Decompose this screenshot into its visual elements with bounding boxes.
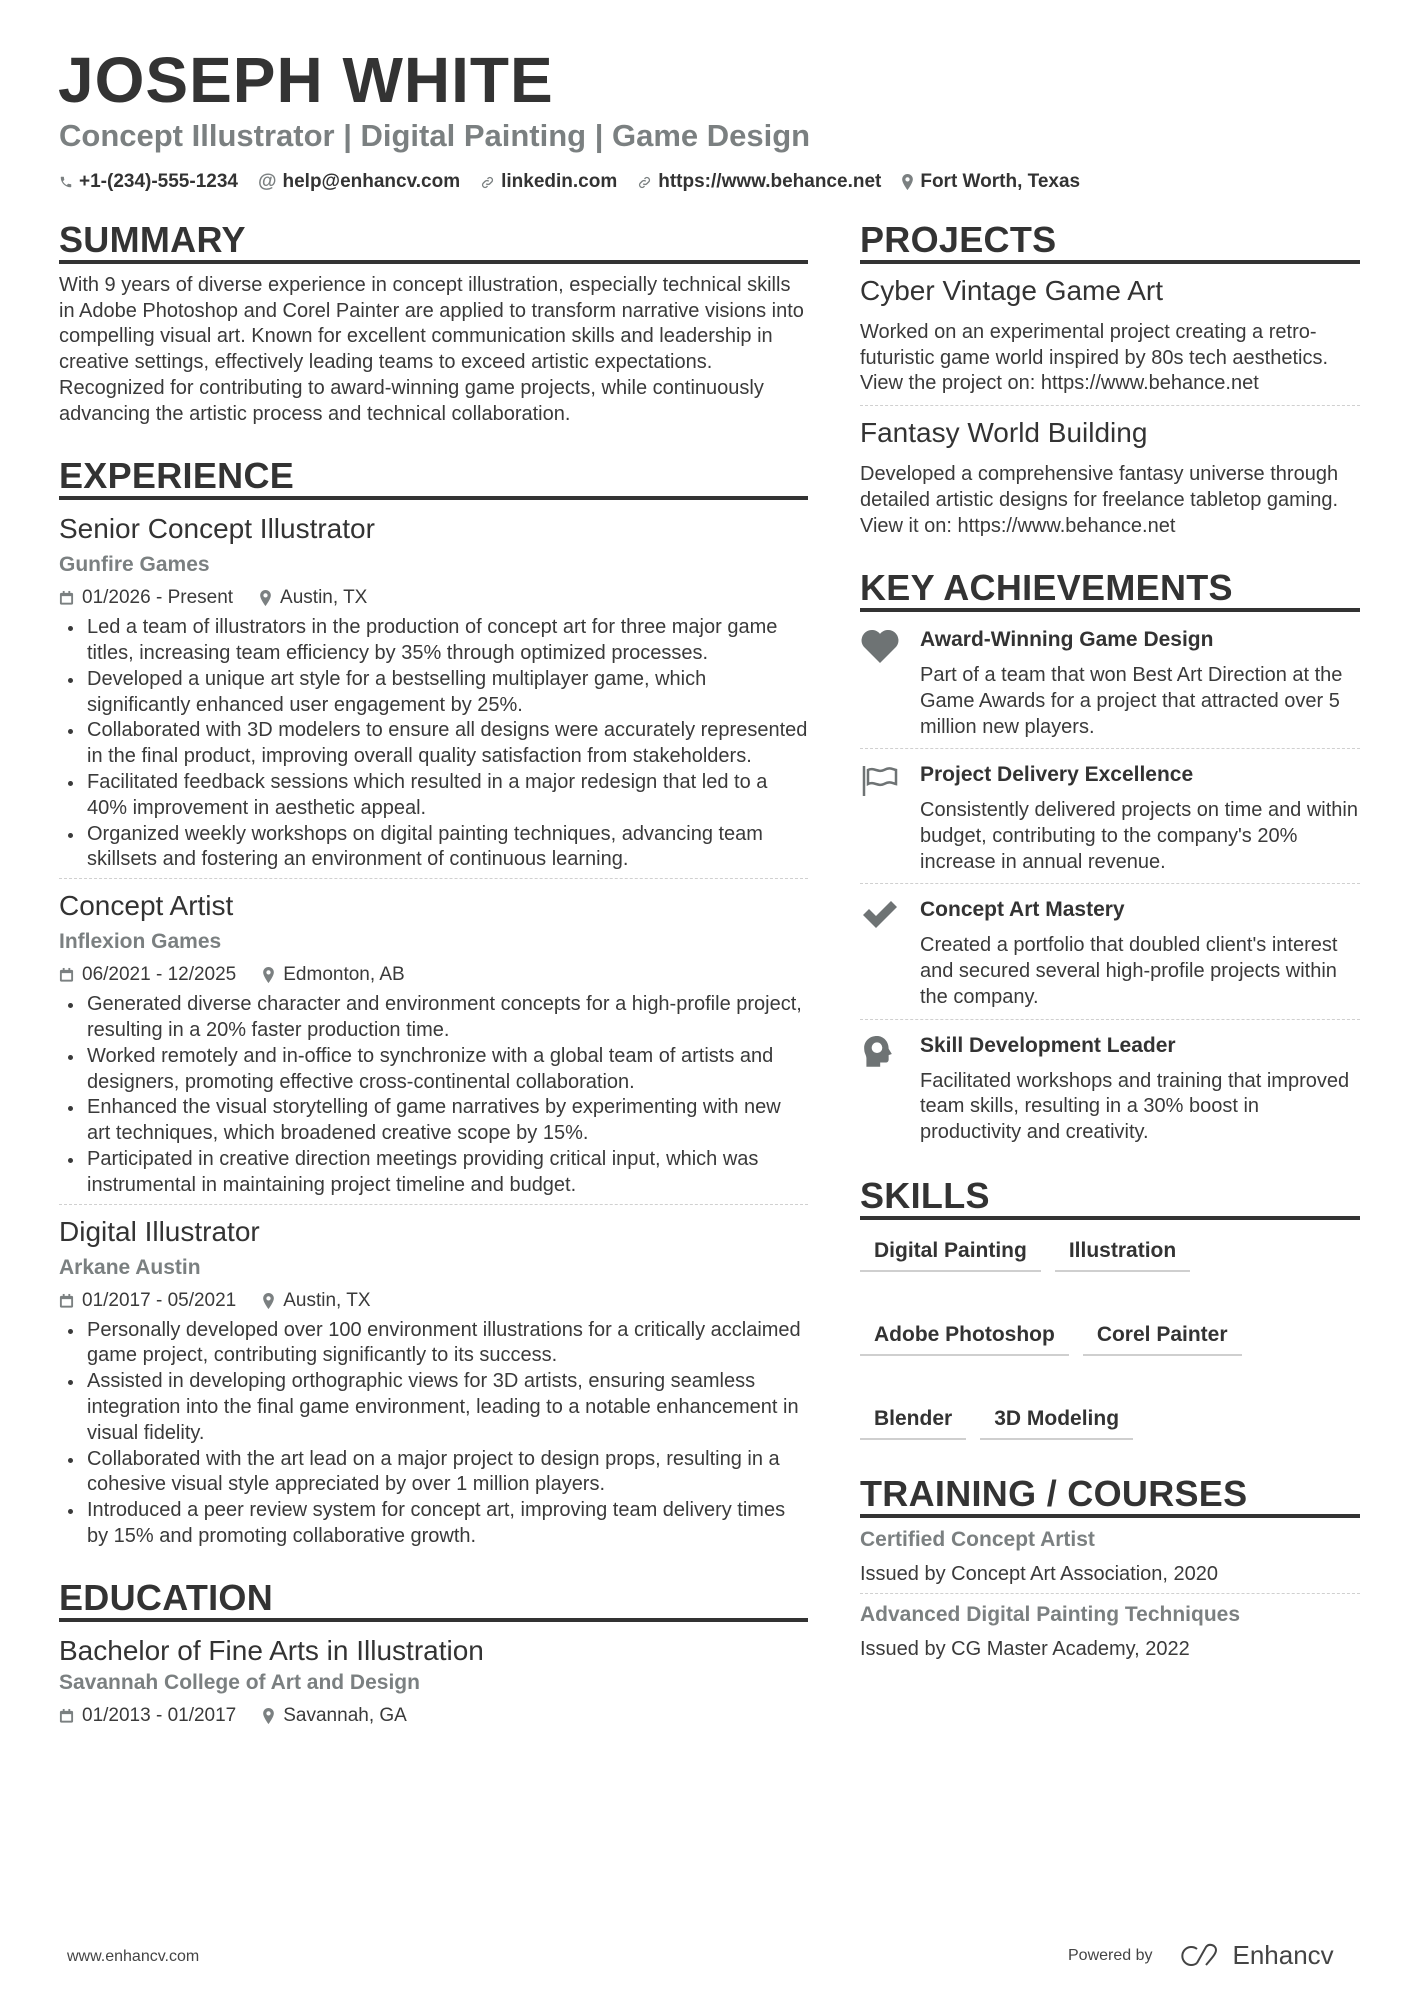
job-dates: 01/2026 - Present bbox=[82, 587, 234, 609]
job-bullet: Worked remotely and in-office to synchronize with a global team of artists and designers, promoting effective cross-continental collaboration. bbox=[59, 1044, 808, 1096]
skill-tag: Digital Painting bbox=[860, 1232, 1041, 1272]
skill-tag: Adobe Photoshop bbox=[860, 1316, 1069, 1356]
job-bullet: Collaborated with 3D modelers to ensure all designs were accurately represented in the final product, improving overall quality satisfaction from stakeholders. bbox=[59, 718, 808, 770]
job-bullet: Facilitated feedback sessions which resulted in a major redesign that led to a 40% improvement in aesthetic appeal. bbox=[59, 770, 808, 822]
left-column bbox=[59, 220, 808, 1729]
calendar-icon bbox=[59, 590, 74, 606]
education-meta bbox=[59, 1703, 808, 1729]
job-meta bbox=[59, 962, 808, 988]
calendar-icon bbox=[59, 967, 74, 983]
achievement-description: Facilitated workshops and training that improved team skills, resulting in a 30% boost in productivity and creativity. bbox=[920, 1069, 1350, 1143]
job-entry bbox=[59, 512, 808, 879]
course-issuer: Issued by CG Master Academy, 2022 bbox=[860, 1638, 1190, 1661]
achievement-description: Created a portfolio that doubled client's interest and secured several high-profile projects within the company. bbox=[920, 934, 1338, 1008]
phone-icon bbox=[59, 175, 73, 189]
achievement-title: Award-Winning Game Design bbox=[920, 628, 1214, 652]
job-location: Austin, TX bbox=[283, 1289, 371, 1311]
education-location: Savannah, GA bbox=[283, 1704, 407, 1726]
location-pin-icon bbox=[262, 1293, 275, 1309]
calendar-icon bbox=[59, 1293, 74, 1309]
summary-heading: SUMMARY bbox=[59, 220, 808, 264]
training-heading: TRAINING / COURSES bbox=[860, 1474, 1360, 1518]
achievement-description: Part of a team that won Best Art Direction at the Game Awards for a project that attracted over 5 million new players. bbox=[920, 664, 1343, 738]
course-title: Advanced Digital Painting Techniques bbox=[860, 1603, 1240, 1627]
company: Inflexion Games bbox=[59, 930, 222, 954]
subtitle: Concept Illustrator | Digital Painting | Game Design bbox=[59, 118, 811, 153]
experience-heading: EXPERIENCE bbox=[59, 456, 808, 500]
heart-icon bbox=[860, 627, 920, 740]
skills-heading: SKILLS bbox=[860, 1176, 1360, 1220]
degree: Bachelor of Fine Arts in Illustration bbox=[59, 1634, 484, 1666]
summary-text: With 9 years of diverse experience in concept illustration, especially technical skills in Adobe Photoshop and Corel Painter are applied to transform narrative visions into compelling visual art. Known for excellent communication skills and leadership in creative settings, effectively leading teams to exceed artistic expectations. Recognized for contributing to award-winning game projects, while continuously advancing the artistic process and technical collaboration. bbox=[59, 274, 804, 425]
head-icon bbox=[860, 1033, 920, 1146]
job-bullets bbox=[59, 1318, 808, 1550]
achievement-entry bbox=[860, 897, 1360, 1019]
job-bullet: Enhanced the visual storytelling of game narratives by experimenting with new art techniques, which broadened creative scope by 15%. bbox=[59, 1095, 808, 1147]
experience-list bbox=[59, 512, 808, 1550]
achievement-title: Concept Art Mastery bbox=[920, 898, 1125, 922]
contact-linkedin[interactable] bbox=[480, 170, 617, 194]
contact-website[interactable] bbox=[637, 170, 881, 194]
achievement-entry bbox=[860, 1033, 1360, 1146]
job-title: Digital Illustrator bbox=[59, 1215, 260, 1247]
course-issuer: Issued by Concept Art Association, 2020 bbox=[860, 1562, 1218, 1585]
job-entry bbox=[59, 1215, 808, 1550]
training-entry bbox=[860, 1527, 1360, 1595]
job-meta bbox=[59, 585, 808, 611]
skills-list bbox=[860, 1232, 1360, 1440]
name: JOSEPH WHITE bbox=[58, 44, 554, 116]
link-icon bbox=[637, 175, 652, 190]
job-bullet: Participated in creative direction meetings providing critical input, which was instrumental in maintaining project timeline and budget. bbox=[59, 1147, 808, 1199]
enhancv-logo bbox=[1179, 1940, 1334, 1971]
project-title: Cyber Vintage Game Art bbox=[860, 275, 1163, 306]
contact-email[interactable] bbox=[258, 170, 460, 194]
job-entry bbox=[59, 889, 808, 1204]
job-title: Concept Artist bbox=[59, 890, 234, 922]
flag-icon bbox=[860, 762, 920, 875]
job-dates: 06/2021 - 12/2025 bbox=[82, 964, 237, 986]
job-dates: 01/2017 - 05/2021 bbox=[82, 1289, 237, 1311]
project-entry bbox=[860, 274, 1360, 406]
location-pin-icon bbox=[262, 967, 275, 983]
achievement-entry bbox=[860, 627, 1360, 749]
email-text: help@enhancv.com bbox=[282, 171, 461, 192]
phone-text: +1-(234)-555-1234 bbox=[79, 171, 238, 192]
linkedin-text: linkedin.com bbox=[501, 171, 618, 192]
contact-phone[interactable] bbox=[59, 170, 238, 194]
job-bullet: Introduced a peer review system for concept art, improving team delivery times by 15% and promoting collaborative growth. bbox=[59, 1498, 808, 1550]
school: Savannah College of Art and Design bbox=[59, 1670, 420, 1694]
job-bullet: Developed a unique art style for a bestselling multiplayer game, which significantly enhanced user engagement by 25%. bbox=[59, 667, 808, 719]
location-text: Fort Worth, Texas bbox=[920, 171, 1081, 192]
skill-tag: Corel Painter bbox=[1083, 1316, 1242, 1356]
skill-tag: Blender bbox=[860, 1400, 966, 1440]
project-title: Fantasy World Building bbox=[860, 417, 1148, 449]
projects-heading: PROJECTS bbox=[860, 220, 1360, 264]
course-title: Certified Concept Artist bbox=[860, 1527, 1095, 1551]
training-entry bbox=[860, 1602, 1360, 1663]
project-entry bbox=[860, 416, 1360, 539]
company: Gunfire Games bbox=[59, 553, 210, 577]
job-location: Austin, TX bbox=[280, 587, 368, 609]
job-location: Edmonton, AB bbox=[283, 964, 405, 986]
contact-bar bbox=[59, 170, 1080, 194]
powered-by-text: Powered by bbox=[1068, 1946, 1153, 1964]
calendar-icon bbox=[59, 1708, 74, 1724]
achievement-entry bbox=[860, 762, 1360, 884]
education-dates: 01/2013 - 01/2017 bbox=[82, 1704, 237, 1726]
achievements-list bbox=[860, 627, 1360, 1145]
contact-location bbox=[901, 170, 1080, 194]
location-pin-icon bbox=[901, 174, 914, 190]
job-bullet: Personally developed over 100 environment illustrations for a critically acclaimed game project, contributing significantly to its success. bbox=[59, 1318, 808, 1370]
job-meta bbox=[59, 1288, 808, 1314]
footer-powered bbox=[1068, 1940, 1334, 1971]
enhancv-logo-icon bbox=[1179, 1943, 1223, 1969]
achievement-title: Project Delivery Excellence bbox=[920, 763, 1194, 787]
job-bullets bbox=[59, 992, 808, 1198]
location-pin-icon bbox=[259, 590, 272, 606]
achievement-description: Consistently delivered projects on time and within budget, contributing to the company's 20% increase in annual revenue. bbox=[920, 799, 1358, 873]
company: Arkane Austin bbox=[59, 1255, 201, 1279]
job-bullet: Collaborated with the art lead on a major project to design props, resulting in a cohesive visual style appreciated by over 1 million players. bbox=[59, 1447, 808, 1499]
skill-tag: 3D Modeling bbox=[980, 1400, 1133, 1440]
location-pin-icon bbox=[262, 1708, 275, 1724]
check-icon bbox=[860, 897, 920, 1010]
job-bullet: Led a team of illustrators in the production of concept art for three major game titles, increasing team efficiency by 35% through optimized processes. bbox=[59, 615, 808, 667]
job-bullet: Generated diverse character and environment concepts for a high-profile project, resulting in a 20% faster production time. bbox=[59, 992, 808, 1044]
project-description: Developed a comprehensive fantasy universe through detailed artistic designs for freelance tabletop gaming. View it on: https://www.behance.net bbox=[860, 463, 1339, 537]
job-bullets bbox=[59, 615, 808, 873]
training-list bbox=[860, 1527, 1360, 1663]
achievements-heading: KEY ACHIEVEMENTS bbox=[860, 568, 1360, 612]
projects-list bbox=[860, 274, 1360, 539]
achievement-title: Skill Development Leader bbox=[920, 1033, 1176, 1057]
project-description: Worked on an experimental project creating a retro-futuristic game world inspired by 80s tech aesthetics. View the project on: https://www.behance.net bbox=[860, 321, 1328, 395]
job-bullet: Organized weekly workshops on digital painting techniques, advancing team skillsets and fostering an environment of continuous learning. bbox=[59, 822, 808, 874]
skill-tag: Illustration bbox=[1055, 1232, 1190, 1272]
education-heading: EDUCATION bbox=[59, 1578, 808, 1622]
job-title: Senior Concept Illustrator bbox=[59, 513, 375, 545]
brand-text: Enhancv bbox=[1232, 1940, 1334, 1970]
website-text: https://www.behance.net bbox=[658, 171, 882, 192]
right-column bbox=[860, 220, 1360, 1663]
at-icon: @ bbox=[257, 171, 277, 192]
link-icon bbox=[480, 175, 495, 190]
job-bullet: Assisted in developing orthographic views for 3D artists, ensuring seamless integration into the final game environment, leading to a notable enhancement in visual fidelity. bbox=[59, 1369, 808, 1446]
footer-website[interactable]: www.enhancv.com bbox=[67, 1948, 200, 1965]
